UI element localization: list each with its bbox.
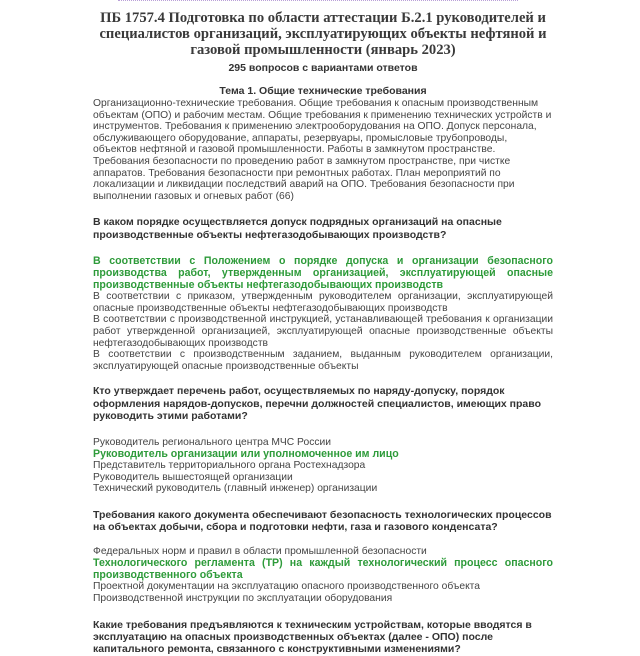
answer-correct: Руководитель организации или уполномоченное им лицо (93, 448, 399, 461)
answer-option: В соответствии с приказом, утвержденным руководителем организации, эксплуатирующей опасные производственные объекты нефтегазодобывающих производств (93, 291, 553, 314)
document-page (93, 10, 553, 656)
document-subtitle: 295 вопросов с вариантами ответов (228, 62, 418, 74)
topic-title: Тема 1. Общие технические требования (219, 85, 427, 97)
answer-correct: В соответствии с Положением о порядке допуска и организации безопасного производства работ, утвержденным организацией, эксплуатирующей опасные производственные объекты нефтегазодобывающих производств (93, 255, 553, 292)
question-4: Какие требования предъявляются к техническим устройствам, которые вводятся в эксплуатацию на опасных производственных объектах (далее - ОПО) после капитального ремонта, связанного с конструктивными изменениями? (93, 618, 532, 656)
answer-list-3 (93, 546, 553, 605)
answer-option: Представитель территориального органа Ростехнадзора (93, 460, 366, 472)
answer-option: В соответствии с производственной инструкцией, устанавливающей требования к организации работ утвержденной организацией, эксплуатирующей опасные производственные объекты нефтегазодобывающих производств (93, 314, 553, 349)
answer-list-2 (93, 437, 553, 495)
answer-option: В соответствии с производственным заданием, выданным руководителем организации, эксплуатирующей опасные производственные объекты (93, 349, 553, 372)
answer-option: Проектной документации на эксплуатацию опасного производственного объекта (93, 581, 481, 593)
answer-option: Руководитель вышестоящей организации (93, 471, 293, 483)
answer-option: Производственной инструкции по эксплуатации оборудования (93, 592, 393, 604)
answer-option: Федеральных норм и правил в области промышленной безопасности (93, 545, 427, 557)
question-1: В каком порядке осуществляется допуск подрядных организаций на опасные производственные объекты нефтегазодобывающих производств? (93, 216, 502, 241)
question-3: Требования какого документа обеспечивают безопасность технологических процессов на объектах добычи, сбора и подготовки нефти, газа и газового конденсата? (93, 508, 552, 534)
answer-option: Технический руководитель (главный инженер) организации (93, 483, 378, 495)
top-divider (118, 0, 518, 2)
answer-correct: Технологического регламента (ТР) на каждый технологический процесс опасного производственного объекта (93, 557, 553, 582)
answer-option: Руководитель регионального центра МЧС России (93, 436, 331, 448)
question-2: Кто утверждает перечень работ, осуществляемых по наряду-допуску, порядок оформления нарядов-допусков, перечни должностей специалистов, имеющих право руководить этими работами? (93, 385, 541, 423)
topic-description: Организационно-технические требования. Общие требования к опасным производственным объектам (ОПО) и рабочим местам. Общие требования к применению технических устройств и инструментов. Требования к применению электрооборудования на ОПО. Допуск персонала, обслуживающего оборудование, аппараты, резервуары, промысловые трубопроводы, объектов нефтяной и газовой промышленности. Работы в замкнутом пространстве. Требования безопасности по проведению работ в замкнутом пространстве, при чистке аппаратов. Требования безопасности при ремонтных работах. План мероприятий по локализации и ликвидации последствий аварий на ОПО. Требования безопасности при выполнении газовых и огневых работ (66) (93, 98, 552, 202)
document-title: ПБ 1757.4 Подготовка по области аттестации Б.2.1 руководителей и специалистов организаций, эксплуатирующих объекты нефтяной и газовой промышленности (январь 2023) (99, 10, 547, 58)
answer-list-1 (93, 255, 553, 372)
